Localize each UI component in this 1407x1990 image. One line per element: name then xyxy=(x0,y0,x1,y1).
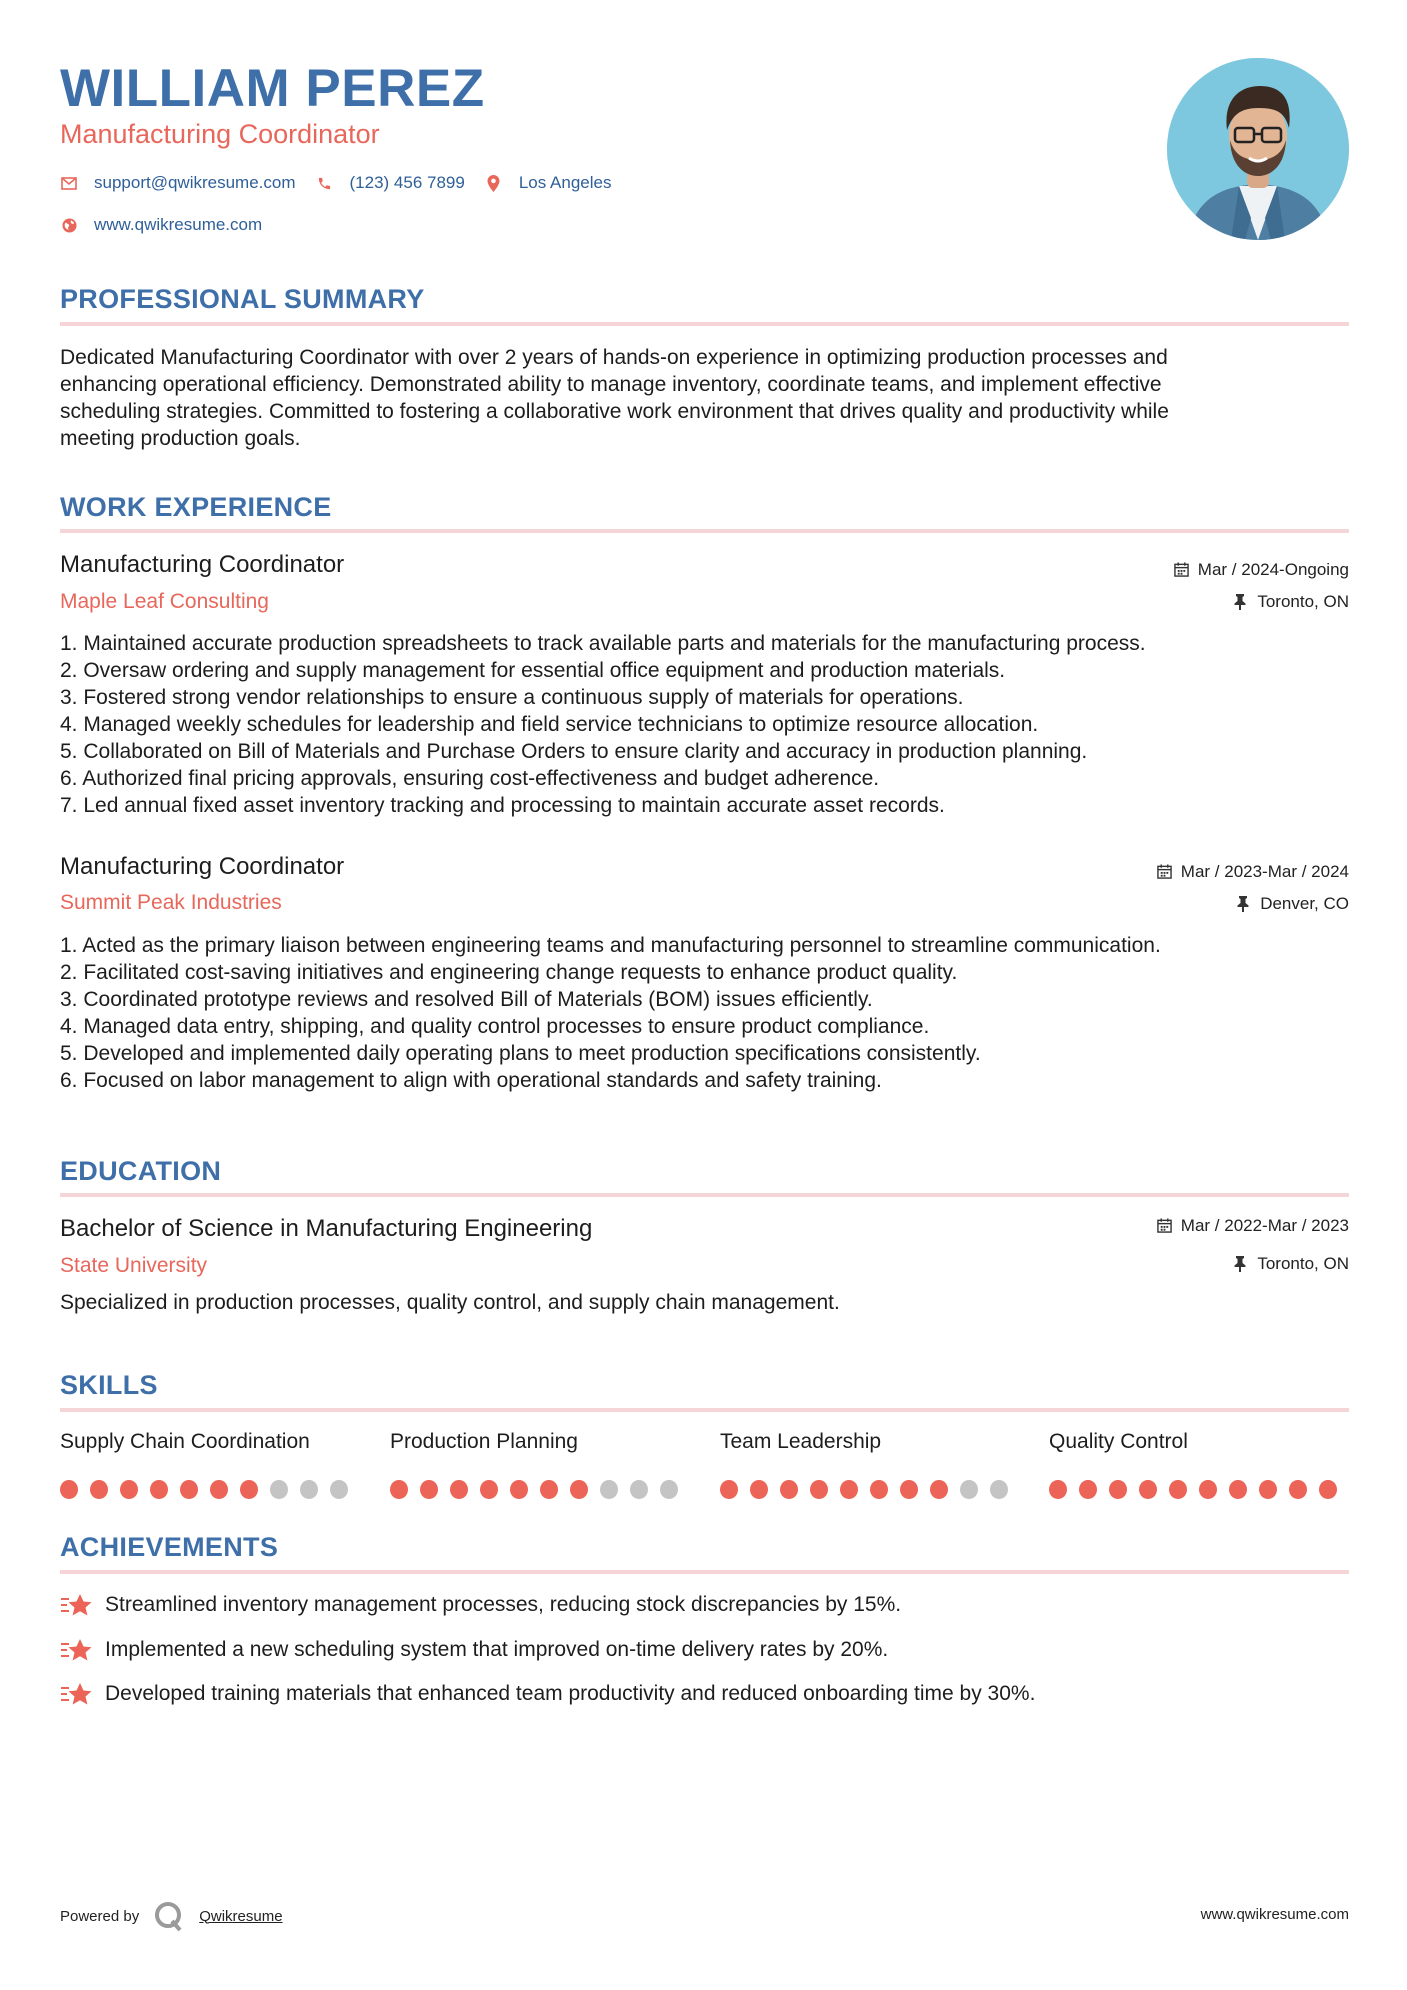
qwikresume-link[interactable]: Qwikresume xyxy=(199,1907,283,1925)
skill-item xyxy=(390,1430,690,1499)
profile-photo xyxy=(1167,58,1349,240)
rating-dot-empty xyxy=(630,1480,648,1499)
skill-name: Quality Control xyxy=(1049,1430,1188,1453)
education-description: Specialized in production processes, quality control, and supply chain management. xyxy=(60,1291,840,1314)
skill-rating xyxy=(1049,1480,1349,1499)
rating-dot-filled xyxy=(1139,1480,1157,1499)
rating-dot-filled xyxy=(450,1480,468,1499)
rating-dot-empty xyxy=(660,1480,678,1499)
rating-dot-empty xyxy=(990,1480,1008,1499)
rating-dot-filled xyxy=(1229,1480,1247,1499)
education-location xyxy=(1233,1254,1349,1274)
rating-dot-filled xyxy=(390,1480,408,1499)
achievement-item xyxy=(60,1680,1035,1708)
achievements-heading: ACHIEVEMENTS xyxy=(60,1532,279,1562)
rating-dot-filled xyxy=(1169,1480,1187,1499)
skills-heading: SKILLS xyxy=(60,1370,158,1400)
job-location xyxy=(1233,592,1349,612)
footer-powered-by xyxy=(60,1900,283,1932)
calendar-icon xyxy=(1174,562,1190,578)
job-dates xyxy=(1157,862,1349,882)
summary-line: Dedicated Manufacturing Coordinator with over 2 years of hands-on experience in optimizing production processes and xyxy=(60,346,1168,369)
map-pin-icon xyxy=(485,174,503,192)
list-item: 2. Facilitated cost-saving initiatives and engineering change requests to enhance product quality. xyxy=(60,961,958,984)
job-dates xyxy=(1174,560,1349,580)
rating-dot-filled xyxy=(120,1480,138,1499)
achievement-item xyxy=(60,1636,888,1664)
skill-name: Team Leadership xyxy=(720,1430,882,1453)
rating-dot-empty xyxy=(330,1480,348,1499)
job-location xyxy=(1236,894,1349,914)
rating-dot-filled xyxy=(90,1480,108,1499)
rating-dot-filled xyxy=(840,1480,858,1499)
website-text[interactable]: www.qwikresume.com xyxy=(94,215,263,234)
achievement-text: Streamlined inventory management processes, reducing stock discrepancies by 15%. xyxy=(105,1593,902,1616)
star-award-icon xyxy=(60,1636,93,1664)
job-location-text: Toronto, ON xyxy=(1257,592,1349,611)
pushpin-icon xyxy=(1236,896,1252,912)
rating-dot-filled xyxy=(570,1480,588,1499)
school-name: State University xyxy=(60,1254,208,1277)
location-text: Los Angeles xyxy=(518,173,612,192)
globe-icon xyxy=(60,216,78,234)
skill-rating xyxy=(720,1480,1020,1499)
list-item: 4. Managed weekly schedules for leadership and field service technicians to optimize resource allocation. xyxy=(60,713,1039,736)
rating-dot-empty xyxy=(270,1480,288,1499)
rating-dot-empty xyxy=(960,1480,978,1499)
job-dates-text: Mar / 2023-Mar / 2024 xyxy=(1180,862,1349,881)
phone-icon xyxy=(316,174,334,192)
list-item: 3. Coordinated prototype reviews and resolved Bill of Materials (BOM) issues efficiently. xyxy=(60,988,873,1011)
job-title: Manufacturing Coordinator xyxy=(60,853,345,880)
phone-item[interactable] xyxy=(316,173,465,193)
location-item xyxy=(485,173,612,193)
skill-item xyxy=(1049,1430,1349,1499)
envelope-icon xyxy=(60,174,78,192)
job-company: Maple Leaf Consulting xyxy=(60,590,269,613)
rating-dot-filled xyxy=(750,1480,768,1499)
rating-dot-filled xyxy=(210,1480,228,1499)
list-item: 2. Oversaw ordering and supply management for essential office equipment and production materials. xyxy=(60,659,1006,682)
powered-by-label: Powered by xyxy=(60,1907,140,1925)
skill-name: Supply Chain Coordination xyxy=(60,1430,310,1453)
section-divider xyxy=(60,1408,1349,1412)
pushpin-icon xyxy=(1233,1256,1249,1272)
achievement-item xyxy=(60,1591,901,1619)
star-award-icon xyxy=(60,1591,93,1619)
candidate-role: Manufacturing Coordinator xyxy=(60,119,380,149)
skill-name: Production Planning xyxy=(390,1430,578,1453)
rating-dot-empty xyxy=(600,1480,618,1499)
email-item[interactable] xyxy=(60,173,296,193)
rating-dot-filled xyxy=(480,1480,498,1499)
rating-dot-filled xyxy=(1319,1480,1337,1499)
website-row xyxy=(60,215,282,235)
list-item: 5. Collaborated on Bill of Materials and Purchase Orders to ensure clarity and accuracy in production planning. xyxy=(60,740,1088,763)
rating-dot-filled xyxy=(720,1480,738,1499)
rating-dot-filled xyxy=(1049,1480,1067,1499)
summary-line: meeting production goals. xyxy=(60,427,301,450)
rating-dot-filled xyxy=(1289,1480,1307,1499)
rating-dot-filled xyxy=(1199,1480,1217,1499)
rating-dot-filled xyxy=(870,1480,888,1499)
email-text[interactable]: support@qwikresume.com xyxy=(94,173,296,192)
education-dates-text: Mar / 2022-Mar / 2023 xyxy=(1180,1216,1349,1235)
rating-dot-filled xyxy=(540,1480,558,1499)
footer-site-link[interactable]: www.qwikresume.com xyxy=(1200,1906,1349,1923)
education-location-text: Toronto, ON xyxy=(1257,1254,1349,1273)
achievement-text: Implemented a new scheduling system that improved on-time delivery rates by 20%. xyxy=(105,1638,889,1661)
phone-text[interactable]: (123) 456 7899 xyxy=(349,173,465,192)
education-heading: EDUCATION xyxy=(60,1156,222,1186)
job-bullets xyxy=(60,630,1349,819)
qwikresume-logo-icon xyxy=(153,1900,185,1932)
job-location-text: Denver, CO xyxy=(1260,894,1349,913)
education-dates xyxy=(1157,1216,1349,1236)
rating-dot-filled xyxy=(930,1480,948,1499)
candidate-name: WILLIAM PEREZ xyxy=(60,59,485,118)
calendar-icon xyxy=(1157,864,1173,880)
rating-dot-filled xyxy=(900,1480,918,1499)
skill-rating xyxy=(60,1480,360,1499)
rating-dot-filled xyxy=(1259,1480,1277,1499)
list-item: 1. Acted as the primary liaison between engineering teams and manufacturing personnel to streamline communication. xyxy=(60,934,1161,957)
summary-line: scheduling strategies. Committed to fostering a collaborative work environment that drives quality and productivity while xyxy=(60,400,1169,423)
list-item: 7. Led annual fixed asset inventory tracking and processing to maintain accurate asset records. xyxy=(60,794,945,817)
pushpin-icon xyxy=(1233,594,1249,610)
website-item[interactable] xyxy=(60,215,262,235)
rating-dot-filled xyxy=(60,1480,78,1499)
section-divider xyxy=(60,322,1349,326)
rating-dot-filled xyxy=(780,1480,798,1499)
achievement-text: Developed training materials that enhanced team productivity and reduced onboarding time by 30%. xyxy=(105,1682,1036,1705)
star-award-icon xyxy=(60,1680,93,1708)
section-divider xyxy=(60,529,1349,533)
list-item: 4. Managed data entry, shipping, and quality control processes to ensure product compliance. xyxy=(60,1015,930,1038)
job-dates-text: Mar / 2024-Ongoing xyxy=(1197,560,1349,579)
skill-item xyxy=(720,1430,1020,1499)
list-item: 6. Focused on labor management to align with operational standards and safety training. xyxy=(60,1069,882,1092)
rating-dot-filled xyxy=(420,1480,438,1499)
rating-dot-filled xyxy=(1109,1480,1127,1499)
summary-text xyxy=(60,344,1349,452)
rating-dot-filled xyxy=(180,1480,198,1499)
list-item: 3. Fostered strong vendor relationships to ensure a continuous supply of materials for operations. xyxy=(60,686,964,709)
degree-title: Bachelor of Science in Manufacturing Engineering xyxy=(60,1215,593,1242)
calendar-icon xyxy=(1157,1218,1173,1234)
summary-line: enhancing operational efficiency. Demonstrated ability to manage inventory, coordinate teams, and implement effective xyxy=(60,373,1162,396)
rating-dot-filled xyxy=(240,1480,258,1499)
rating-dot-filled xyxy=(810,1480,828,1499)
summary-heading: PROFESSIONAL SUMMARY xyxy=(60,284,425,314)
list-item: 5. Developed and implemented daily operating plans to meet production specifications consistently. xyxy=(60,1042,981,1065)
skill-item xyxy=(60,1430,360,1499)
list-item: 6. Authorized final pricing approvals, ensuring cost-effectiveness and budget adherence. xyxy=(60,767,880,790)
skill-rating xyxy=(390,1480,690,1499)
job-company: Summit Peak Industries xyxy=(60,891,282,914)
rating-dot-filled xyxy=(1079,1480,1097,1499)
section-divider xyxy=(60,1193,1349,1197)
section-divider xyxy=(60,1570,1349,1574)
job-title: Manufacturing Coordinator xyxy=(60,551,345,578)
contact-row xyxy=(60,173,631,193)
rating-dot-empty xyxy=(300,1480,318,1499)
rating-dot-filled xyxy=(150,1480,168,1499)
job-bullets xyxy=(60,932,1349,1094)
list-item: 1. Maintained accurate production spreadsheets to track available parts and materials for the manufacturing process. xyxy=(60,632,1146,655)
experience-heading: WORK EXPERIENCE xyxy=(60,492,332,522)
rating-dot-filled xyxy=(510,1480,528,1499)
